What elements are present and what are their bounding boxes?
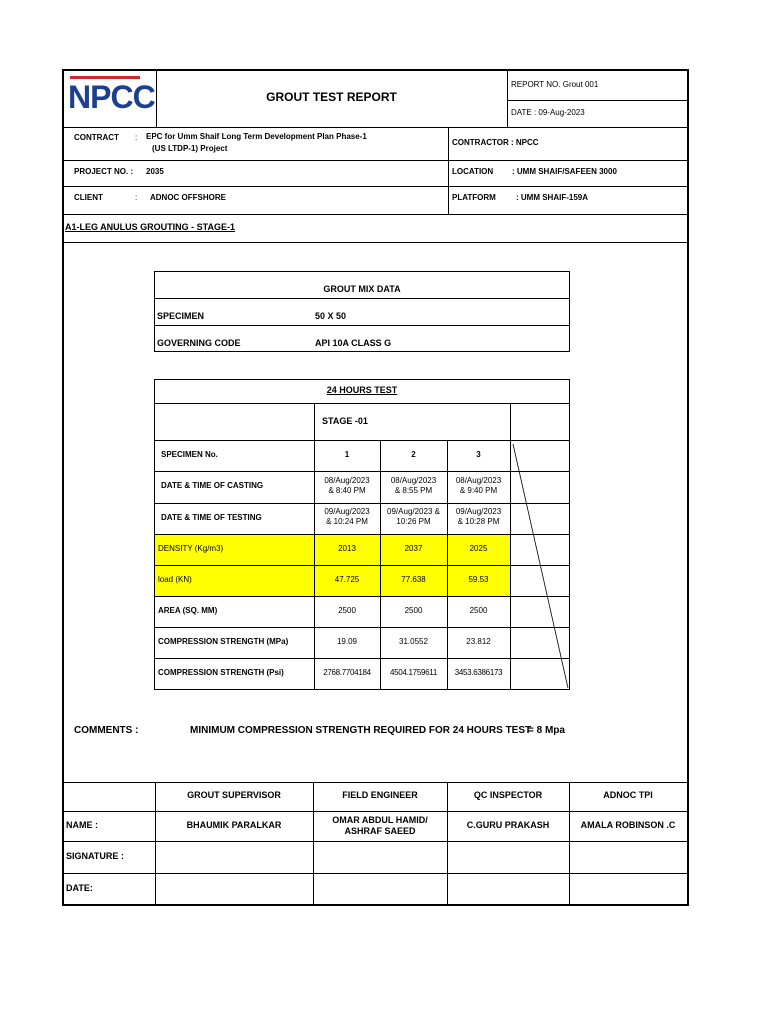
- date-label: DATE:: [66, 883, 93, 893]
- project-label: PROJECT NO. :: [74, 167, 134, 176]
- empty-column-strike: [510, 440, 570, 690]
- area-2: 2500: [404, 606, 423, 615]
- contract-value-line1: EPC for Umm Shaif Long Term Development Plan Phase-1: [146, 132, 367, 141]
- name-field-engineer-line2: ASHRAF SAEED: [344, 826, 416, 836]
- stage-label: STAGE -01: [322, 416, 368, 426]
- casting-2-date: 08/Aug/2023: [390, 476, 437, 485]
- contractor-field: CONTRACTOR : NPCC: [452, 138, 539, 147]
- casting-1-date: 08/Aug/2023: [324, 476, 370, 485]
- casting-1-time: & 8:40 PM: [328, 486, 366, 495]
- density-2: 2037: [404, 544, 423, 553]
- comments-text: MINIMUM COMPRESSION STRENGTH REQUIRED FOR 24 HOURS TEST: [190, 725, 532, 736]
- comments-label: COMMENTS :: [74, 725, 139, 736]
- row-label-compression-mpa: COMPRESSION STRENGTH (MPa): [158, 637, 289, 646]
- testing-3-date: 09/Aug/2023: [455, 507, 502, 516]
- client-label: CLIENT: [74, 193, 103, 202]
- project-value: 2035: [146, 167, 164, 176]
- testing-2-time: 10:26 PM: [396, 517, 431, 526]
- location-label: LOCATION: [452, 167, 494, 176]
- header-qc-inspector: QC INSPECTOR: [473, 790, 543, 800]
- testing-3-time: & 10:28 PM: [457, 517, 500, 526]
- casting-3-date: 08/Aug/2023: [455, 476, 502, 485]
- location-value: : UMM SHAIF/SAFEEN 3000: [512, 167, 617, 176]
- testing-1-date: 09/Aug/2023: [324, 507, 370, 516]
- platform-value: : UMM SHAIF-159A: [516, 193, 589, 202]
- row-label-compression-psi: COMPRESSION STRENGTH (Psi): [158, 668, 284, 677]
- row-label-load: load (KN): [158, 575, 192, 584]
- load-2: 77.638: [401, 575, 426, 584]
- report-date: DATE : 09-Aug-2023: [511, 108, 585, 117]
- name-grout-supervisor: BHAUMIK PARALKAR: [186, 820, 282, 830]
- row-label-area: AREA (SQ. MM): [158, 606, 218, 615]
- load-3: 59.53: [468, 575, 489, 584]
- specimen-1: 1: [344, 450, 350, 459]
- row-label-density: DENSITY (Kg/m3): [158, 544, 224, 553]
- governing-code-label: GOVERNING CODE: [157, 338, 241, 348]
- compression-mpa-1: 19.09: [336, 637, 358, 646]
- specimen-2: 2: [411, 450, 416, 459]
- area-1: 2500: [338, 606, 356, 615]
- density-3: 2025: [469, 544, 488, 553]
- client-colon: :: [135, 193, 138, 202]
- governing-code-value: API 10A CLASS G: [315, 338, 392, 348]
- row-label-testing: DATE & TIME OF TESTING: [161, 513, 262, 522]
- testing-2-date: 09/Aug/2023 &: [387, 507, 440, 516]
- casting-3-time: & 9:40 PM: [459, 486, 498, 495]
- signature-label: SIGNATURE :: [66, 851, 124, 861]
- name-adnoc-tpi: AMALA ROBINSON .C: [580, 820, 676, 830]
- compression-psi-2: 4504.1759611: [390, 668, 437, 677]
- section-title: A1-LEG ANULUS GROUTING - STAGE-1: [65, 222, 236, 232]
- density-1: 2013: [338, 544, 356, 553]
- compression-mpa-2: 31.0552: [399, 637, 428, 646]
- name-qc-inspector: C.GURU PRAKASH: [466, 820, 550, 830]
- row-label-casting: DATE & TIME OF CASTING: [161, 481, 264, 490]
- platform-label: PLATFORM: [452, 193, 496, 202]
- casting-2-time: & 8:55 PM: [394, 486, 433, 495]
- contract-value-line2: (US LTDP-1) Project: [152, 144, 228, 153]
- test-title: 24 HOURS TEST: [326, 385, 398, 395]
- grout-mix-title: GROUT MIX DATA: [323, 284, 401, 294]
- load-1: 47.725: [334, 575, 360, 584]
- area-3: 2500: [469, 606, 488, 615]
- specimen-value: 50 X 50: [315, 311, 347, 321]
- contract-colon: :: [135, 133, 138, 142]
- header-adnoc-tpi: ADNOC TPI: [603, 790, 653, 800]
- header-grout-supervisor: GROUT SUPERVISOR: [187, 790, 281, 800]
- specimen-label: SPECIMEN: [157, 311, 205, 321]
- comments-value: = 8 Mpa: [528, 725, 565, 736]
- specimen-3: 3: [476, 450, 481, 459]
- client-value: ADNOC OFFSHORE: [150, 193, 226, 202]
- testing-1-time: & 10:24 PM: [326, 517, 368, 526]
- report-number: REPORT NO. Grout 001: [511, 80, 599, 89]
- compression-mpa-3: 23.812: [466, 637, 491, 646]
- company-logo: NPCC: [68, 79, 155, 115]
- compression-psi-3: 3453.6386173: [454, 668, 503, 677]
- contract-label: CONTRACT: [74, 133, 119, 142]
- compression-psi-1: 2768.7704184: [323, 668, 371, 677]
- header-field-engineer: FIELD ENGINEER: [342, 790, 418, 800]
- report-title: GROUT TEST REPORT: [266, 90, 397, 104]
- name-field-engineer-line1: OMAR ABDUL HAMID/: [332, 815, 428, 825]
- row-label-specimen: SPECIMEN No.: [161, 450, 218, 459]
- name-label: NAME :: [66, 820, 98, 830]
